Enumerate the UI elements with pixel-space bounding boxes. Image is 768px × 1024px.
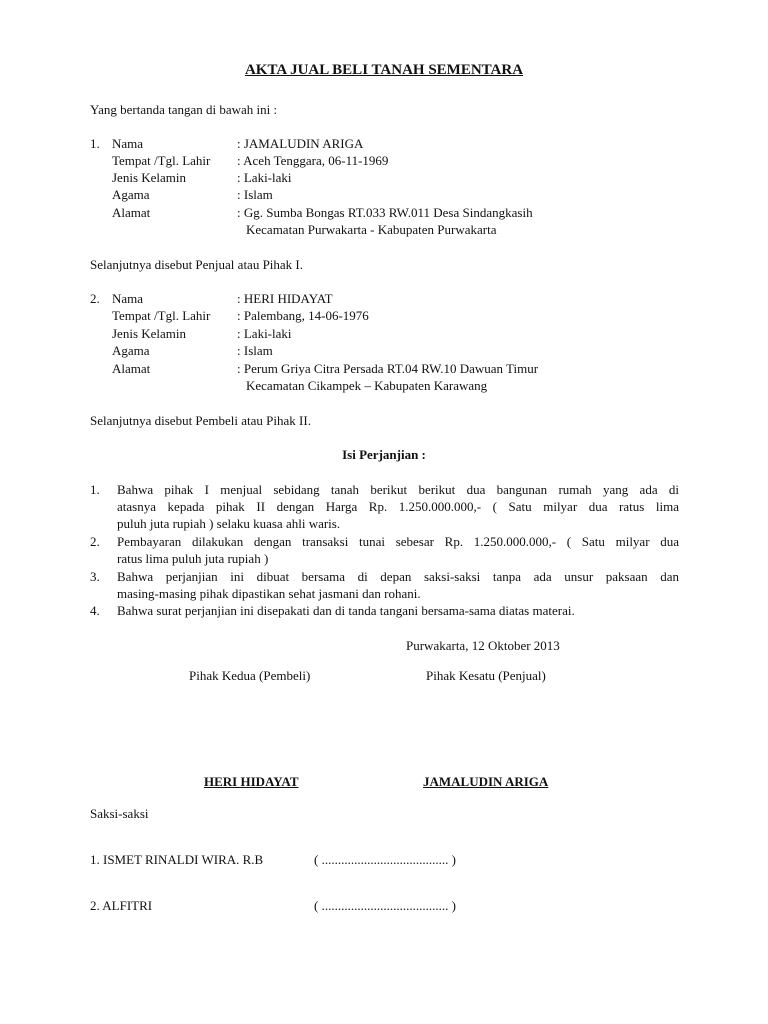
- witness-1-name: 1. ISMET RINALDI WIRA. R.B: [90, 852, 264, 867]
- agreement-item-2-line-1: Pembayaran dilakukan dengan transaksi tunai sebesar Rp. 1.250.000.000,- ( Satu milyar dua: [117, 534, 679, 549]
- party-1-address-cont: Kecamatan Purwakarta - Kabupaten Purwakarta: [246, 222, 497, 237]
- party-1-gender-label: Jenis Kelamin: [112, 170, 187, 185]
- party-2-name-label: Nama: [112, 291, 144, 306]
- agreement-item-3-number: 3.: [90, 569, 100, 584]
- party-1-gender-value: : Laki-laki: [237, 170, 292, 185]
- party-1-designation: Selanjutnya disebut Penjual atau Pihak I.: [90, 257, 304, 272]
- agreement-item-4-number: 4.: [90, 603, 100, 618]
- party-2-address-label: Alamat: [112, 361, 151, 376]
- party-2-religion-value: : Islam: [237, 343, 273, 358]
- agreement-heading: Isi Perjanjian :: [342, 447, 426, 462]
- party-1-address-value: : Gg. Sumba Bongas RT.033 RW.011 Desa Sindangkasih: [237, 205, 533, 220]
- party-2-birth-value: : Palembang, 14-06-1976: [237, 308, 369, 323]
- party-2-religion-label: Agama: [112, 343, 150, 358]
- party-2-birth-label: Tempat /Tgl. Lahir: [112, 308, 211, 323]
- agreement-item-2-line-2: ratus lima puluh juta rupiah ): [117, 551, 269, 566]
- witness-2-name: 2. ALFITRI: [90, 898, 153, 913]
- party-1-name-label: Nama: [112, 136, 144, 151]
- agreement-item-1-line-3: puluh juta rupiah ) selaku kuasa ahli waris.: [117, 516, 341, 531]
- party-1-birth-label: Tempat /Tgl. Lahir: [112, 153, 211, 168]
- party-2-designation: Selanjutnya disebut Pembeli atau Pihak II.: [90, 413, 311, 428]
- witnesses-heading: Saksi-saksi: [90, 806, 149, 821]
- intro-text: Yang bertanda tangan di bawah ini :: [90, 102, 278, 117]
- agreement-item-1-line-1: Bahwa pihak I menjual sebidang tanah berikut berikut dua bangunan rumah yang ada di: [117, 482, 679, 497]
- party-1-number: 1.: [90, 136, 100, 151]
- party-1-religion-label: Agama: [112, 187, 150, 202]
- seller-role: Pihak Kesatu (Penjual): [426, 668, 546, 683]
- document-title: AKTA JUAL BELI TANAH SEMENTARA: [244, 62, 524, 78]
- party-2-gender-value: : Laki-laki: [237, 326, 292, 341]
- party-2-address-cont: Kecamatan Cikampek – Kabupaten Karawang: [246, 378, 488, 393]
- party-2-number: 2.: [90, 291, 100, 306]
- place-date: Purwakarta, 12 Oktober 2013: [406, 638, 560, 653]
- agreement-item-4-line-1: Bahwa surat perjanjian ini disepakati dan di tanda tangani bersama-sama diatas materai.: [117, 603, 575, 618]
- party-1-address-label: Alamat: [112, 205, 151, 220]
- buyer-name: HERI HIDAYAT: [204, 774, 299, 789]
- witness-2-signature-line: ( ....................................... ): [314, 898, 456, 913]
- party-1-birth-value: : Aceh Tenggara, 06-11-1969: [237, 153, 389, 168]
- agreement-item-3-line-2: masing-masing pihak dipastikan sehat jasmani dan rohani.: [117, 586, 421, 601]
- seller-name: JAMALUDIN ARIGA: [423, 774, 549, 789]
- buyer-role: Pihak Kedua (Pembeli): [189, 668, 311, 683]
- agreement-item-1-line-2: atasnya kepada pihak II dengan Harga Rp. 1.250.000.000,- ( Satu milyar dua ratus lima: [117, 499, 679, 514]
- party-1-religion-value: : Islam: [237, 187, 273, 202]
- party-2-name-value: : HERI HIDAYAT: [237, 291, 333, 306]
- witness-1-signature-line: ( ....................................... ): [314, 852, 456, 867]
- agreement-item-1-number: 1.: [90, 482, 100, 497]
- party-1-name-value: : JAMALUDIN ARIGA: [237, 136, 364, 151]
- party-2-address-value: : Perum Griya Citra Persada RT.04 RW.10 Dawuan Timur: [237, 361, 539, 376]
- agreement-item-3-line-1: Bahwa perjanjian ini dibuat bersama di depan saksi-saksi tanpa ada unsur paksaan dan: [117, 569, 679, 584]
- agreement-item-2-number: 2.: [90, 534, 100, 549]
- party-2-gender-label: Jenis Kelamin: [112, 326, 187, 341]
